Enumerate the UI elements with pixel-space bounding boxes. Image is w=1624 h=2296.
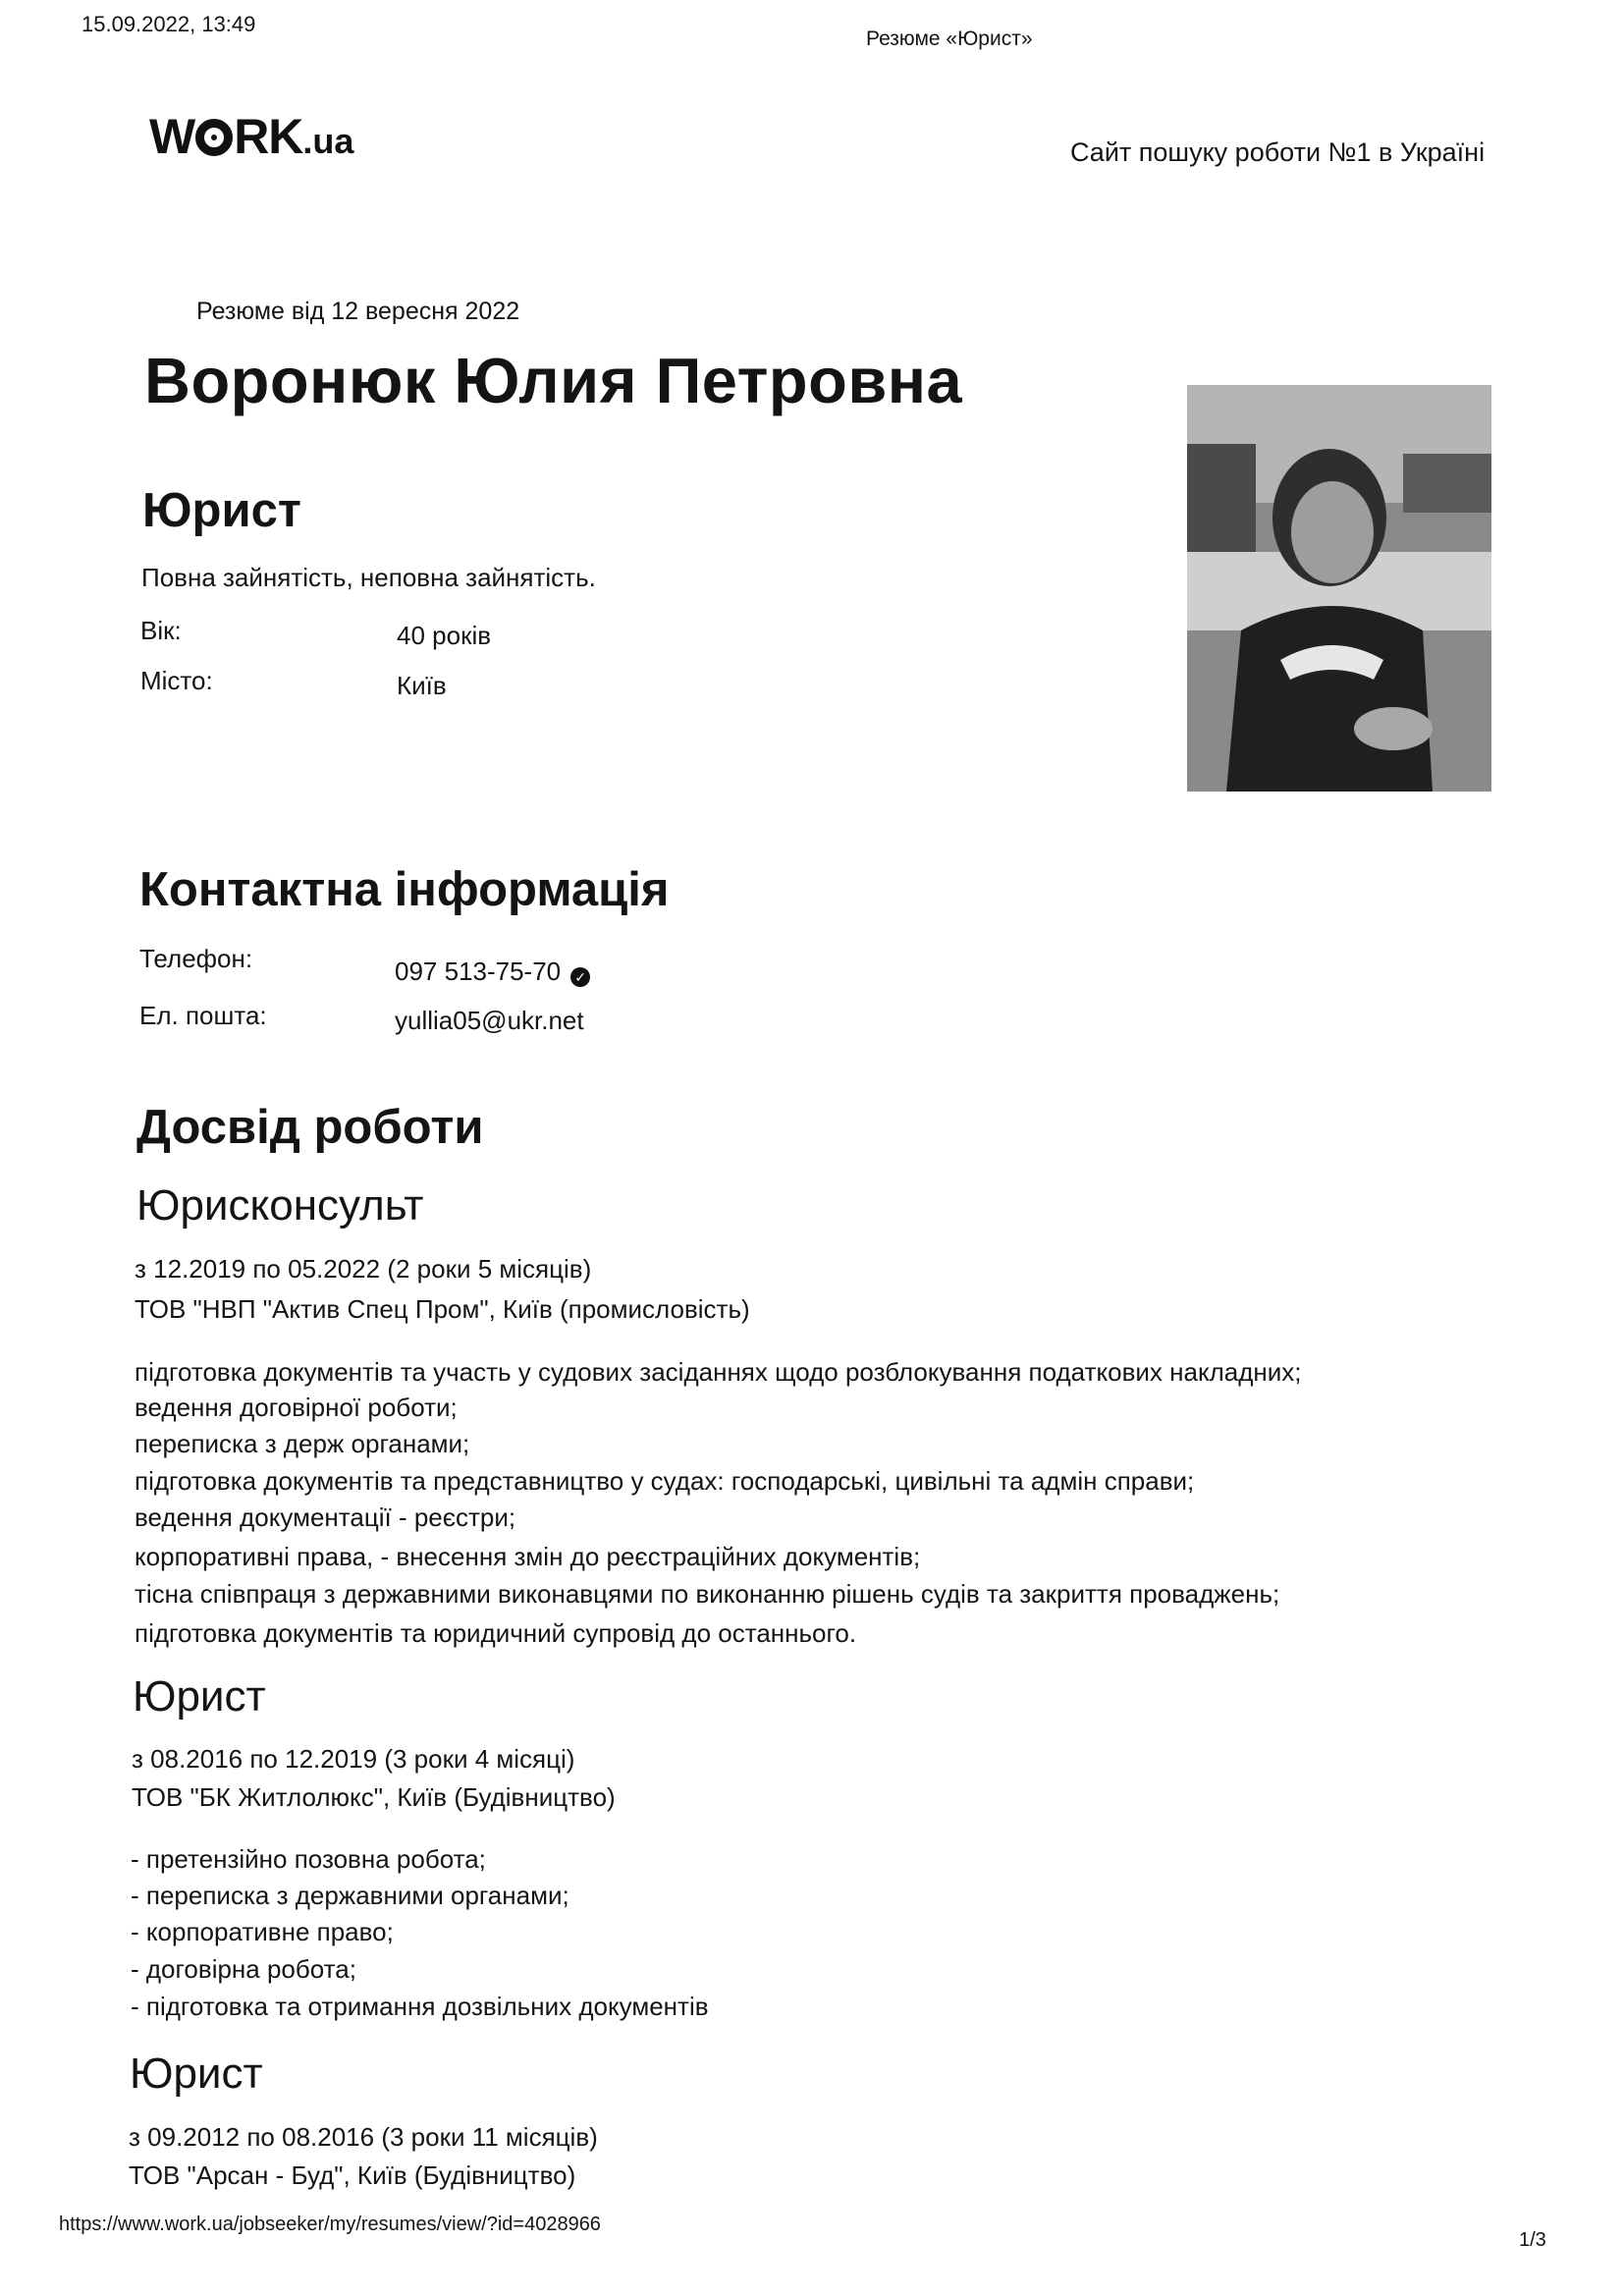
logo-word-start: W [149, 109, 195, 164]
candidate-name: Воронюк Юлия Петровна [144, 345, 963, 416]
phone-label: Телефон: [139, 944, 253, 973]
site-tagline: Сайт пошуку роботи №1 в Україні [1070, 137, 1486, 167]
job-2-duty: - корпоративне право; [131, 1917, 394, 1946]
job-2-duty: - переписка з державними органами; [131, 1881, 569, 1910]
job-2-company: ТОВ "БК Житлолюкс", Київ (Будівництво) [132, 1782, 616, 1812]
job-1-duty: підготовка документів та участь у судових засіданнях щодо розблокування податкових накладних; [135, 1357, 1302, 1387]
job-2-duty: - договірна робота; [131, 1954, 356, 1984]
experience-heading: Досвід роботи [136, 1101, 484, 1154]
job-1-duty: тісна співпраця з державними виконавцями по виконанню рішень судів та закриття проваджень; [135, 1579, 1280, 1609]
job-1-duty: підготовка документів та юридичний супровід до останнього. [135, 1618, 857, 1648]
job-1-duty: ведення документації - реєстри; [135, 1503, 516, 1532]
contacts-heading: Контактна інформація [139, 863, 670, 916]
logo-target-icon [195, 119, 233, 156]
job-1-title: Юрисконсульт [136, 1181, 424, 1230]
job-2-period: з 08.2016 по 12.2019 (3 роки 4 місяці) [132, 1744, 575, 1774]
job-2-duty: - підготовка та отримання дозвільних документів [131, 1992, 709, 2021]
city-label: Місто: [140, 666, 213, 695]
job-1-duty: підготовка документів та представництво у судах: господарські, цивільні та адмін справи; [135, 1466, 1195, 1496]
job-3-period: з 09.2012 по 08.2016 (3 роки 11 місяців) [129, 2122, 598, 2152]
age-value: 40 років [397, 621, 492, 650]
phone-row [395, 957, 590, 987]
job-1-period: з 12.2019 по 05.2022 (2 роки 5 місяців) [135, 1254, 592, 1284]
job-3-company: ТОВ "Арсан - Буд", Київ (Будівництво) [129, 2160, 576, 2190]
print-page-title: Резюме «Юрист» [866, 27, 1033, 50]
job-1-duty: переписка з держ органами; [135, 1429, 470, 1458]
logo-word-end: RK [234, 109, 303, 164]
position-title: Юрист [142, 484, 301, 537]
photo-illustration [1187, 385, 1491, 792]
logo-suffix: .ua [302, 121, 354, 161]
email-label: Ел. пошта: [139, 1001, 267, 1030]
job-2-title: Юрист [133, 1672, 266, 1721]
email-value[interactable]: yullia05@ukr.net [395, 1006, 584, 1035]
candidate-photo [1187, 385, 1491, 792]
phone-value[interactable]: 097 513-75-70 [395, 957, 562, 986]
resume-date: Резюме від 12 вересня 2022 [196, 298, 520, 325]
page-number: 1/3 [1519, 2229, 1546, 2251]
job-1-company: ТОВ "НВП "Актив Спец Пром", Київ (промисловість) [135, 1294, 750, 1324]
employment-type: Повна зайнятість, неповна зайнятість. [141, 563, 596, 592]
city-value: Київ [397, 671, 447, 700]
print-datetime: 15.09.2022, 13:49 [81, 12, 256, 36]
job-1-duty: корпоративні права, - внесення змін до реєстраційних документів; [135, 1542, 921, 1571]
verified-check-icon: ✓ [570, 967, 590, 987]
job-1-duty: ведення договірної роботи; [135, 1393, 458, 1422]
age-label: Вік: [140, 616, 182, 645]
job-2-duty: - претензійно позовна робота; [131, 1844, 486, 1874]
page-url[interactable]: https://www.work.ua/jobseeker/my/resumes/view/?id=4028966 [59, 2214, 601, 2235]
job-3-title: Юрист [130, 2050, 263, 2098]
work-ua-logo[interactable] [149, 108, 354, 164]
